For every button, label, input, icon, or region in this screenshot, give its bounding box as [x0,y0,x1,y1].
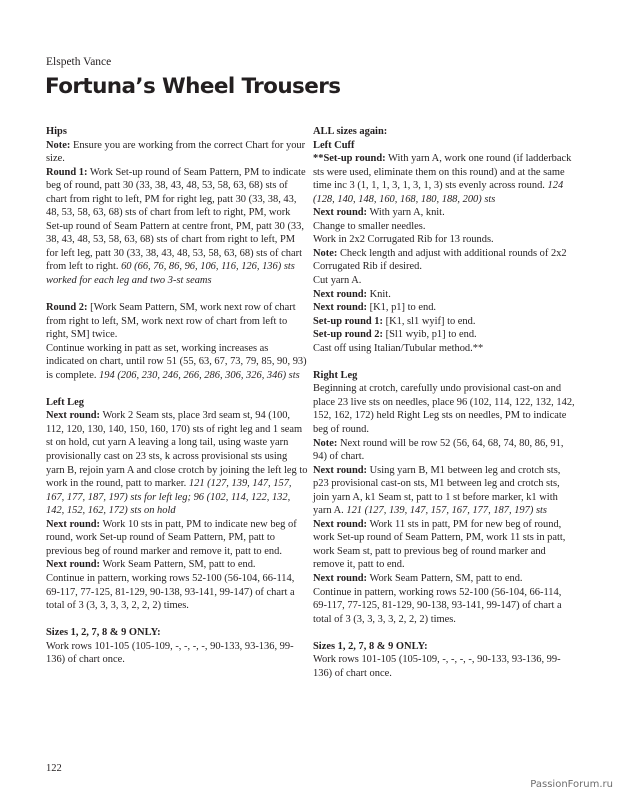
next-round-label: Next round: [313,302,368,314]
cuff-note-text: Check length and adjust with additional rounds of 2x2 Corrugated Rib if desired. [313,247,567,273]
note-label: Note: [313,437,338,449]
left-leg-round-2 [46,518,308,559]
next-round-label: Next round: [313,573,368,584]
page-number: 122 [46,763,62,774]
section-heading-left-leg: Left Leg [46,396,84,408]
setup-round-2-label: Set-up round 2: [313,329,383,341]
setup-round-2 [313,328,575,342]
next-round-label: Next round: [313,518,368,530]
hips-note [46,139,308,166]
all-sizes-heading: ALL sizes again: [313,126,388,137]
left-leg-continue: Continue in pattern, working rows 52-100 (56-104, 66-114, 69-117, 77-125, 81-129, 90-138, 93-141, 99-147) of chart a total of 3 (3, 3, 3, 3, 2, 2, 2) times. [46,572,295,612]
continue-instruction [46,342,308,383]
cuff-next-round-b [313,288,575,302]
next-round-label: Next round: [46,410,101,422]
section-heading-right-leg: Right Leg [313,369,358,381]
right-leg-round-1 [313,464,575,518]
note-text: Ensure you are working from the correct Chart for your size. [46,139,306,165]
right-leg-round-1-text: Using yarn B, M1 between leg and crotch sts, p23 provisional cast-on sts, M1 between leg and crotch sts, join yarn A, k1 Seam st, patt to 1 st before marker, k1 with yarn A. [313,464,561,517]
section-heading-hips: Hips [46,126,67,137]
right-leg-note-text: Next round will be row 52 (56, 64, 68, 74, 80, 86, 91, 94) of chart. [313,437,564,463]
right-leg-round-3 [313,572,575,586]
cuff-setup-round [313,152,575,206]
sizes-text: Work rows 101-105 (105-109, -, -, -, -, 90-133, 93-136, 99-136) of chart once. [313,654,561,679]
cuff-next-round-a [313,206,575,220]
setup-round-label: **Set-up round: [313,153,386,165]
next-round-label: Next round: [46,559,101,571]
cuff-next-round-a-text: With yarn A, knit. [367,207,445,219]
left-leg-round-1-stitch-count: 121 (127, 139, 147, 157, 167, 177, 187, 197) sts for left leg; 96 (102, 114, 122, 132, 142, 152, 162, 172) sts on hold [46,478,292,517]
setup-round-stitch-count: 124 (128, 140, 148, 160, 168, 180, 188, 200) sts [313,180,564,205]
cuff-next-round-c-text: [K1, p1] to end. [367,302,437,314]
rib-text: Work in 2x2 Corrugated Rib for 13 rounds. [313,234,494,246]
round-1-instruction [46,166,308,288]
cut-yarn-text: Cut yarn A. [313,275,362,287]
note-label: Note: [313,247,338,259]
setup-round-2-text: [Sl1 wyib, p1] to end. [383,329,477,341]
cuff-note [313,247,575,274]
round-1-label: Round 1: [46,166,88,178]
round-2-instruction [46,301,308,342]
left-leg-round-3-text: Work Seam Pattern, SM, patt to end. [100,559,256,571]
round-2-text: [Work Seam Pattern, SM, work next row of chart from right to left, SM, work next row of chart from left to right, SM] twice. [46,302,296,341]
left-column [46,125,308,667]
cuff-next-round-c [313,301,575,315]
sizes-heading: Sizes 1, 2, 7, 8 & 9 ONLY: [46,627,161,639]
next-round-label: Next round: [313,464,368,476]
right-leg-continue: Continue in pattern, working rows 52-100 (56-104, 66-114, 69-117, 77-125, 81-129, 90-138, 93-141, 99-147) of chart a total of 3 (3, 3, 3, 3, 2, 2, 2) times. [313,586,562,625]
right-leg-round-2 [313,518,575,572]
round-1-text: Work Set-up round of Seam Pattern, PM to indicate beg of round, patt 30 (33, 38, 43, 48, 53, 58, 63, 68) sts of chart from right to left, PM for right leg, patt 30 (33, 38, 43, 48, 53, 58, 63, 68) sts of chart from left to right, PM, work Set-up round of Seam Pattern at centre front, PM, patt 30 (33, 38, 43, 48, 53, 58, 63, 68) sts of chart from right to left, PM for left leg, patt 30 (33, 38, 43, 48, 53, 58, 63, 68) sts of chart from left to right. [46,166,306,273]
section-heading-left-cuff: Left Cuff [313,139,355,151]
round-2-label: Round 2: [46,302,88,314]
left-leg-round-3 [46,558,308,572]
continue-text: Continue working in patt as set, working increases as indicated on chart, until row 51 (55, 63, 67, 73, 79, 85, 90, 93) is complete. [46,342,307,381]
watermark: PassionForum.ru [530,779,613,790]
cast-off-text: Cast off using Italian/Tubular method.** [313,342,484,354]
next-round-label: Next round: [313,207,368,219]
sizes-heading: Sizes 1, 2, 7, 8 & 9 ONLY: [313,640,428,652]
continue-stitch-count: 194 (206, 230, 246, 266, 286, 306, 326, 346) sts [99,369,300,381]
setup-round-1 [313,315,575,329]
round-1-stitch-count: 60 (66, 76, 86, 96, 106, 116, 126, 136) sts worked for each leg and two 3-st seams [46,261,295,287]
page-title: Fortuna’s Wheel Trousers [45,74,341,99]
author-name: Elspeth Vance [46,56,112,68]
setup-round-1-text: [K1, sl1 wyif] to end. [383,315,476,327]
left-leg-round-1-text: Work 2 Seam sts, place 3rd seam st, 94 (100, 112, 120, 130, 140, 150, 160, 170) sts of right leg and 1 seam st on hold, cut yarn A leaving a long tail, using waste yarn provisionally cast on 23 sts, k across provisional sts using yarn B, rejoin yarn A and close crotch by joining the left leg to work in the round, patt to marker. [46,410,308,490]
note-label: Note: [46,139,71,151]
sizes-text: Work rows 101-105 (105-109, -, -, -, -, 90-133, 93-136, 99-136) of chart once. [46,640,294,666]
right-leg-round-2-text: Work 11 sts in patt, PM for new beg of round, work Set-up round of Seam Pattern, PM, work 11 sts in patt, work Seam st, patt to previous beg of round marker and remove it, patt to end. [313,518,566,571]
left-leg-round-1 [46,409,308,517]
right-column [313,125,575,680]
left-leg-round-2-text: Work 10 sts in patt, PM to indicate new beg of round, work Set-up round of Seam Pattern, PM, patt to previous beg of round marker and remove it, patt to end. [46,518,297,557]
setup-round-1-label: Set-up round 1: [313,315,383,327]
right-leg-round-1-stitch-count: 121 (127, 139, 147, 157, 167, 177, 187, 197) sts [346,505,547,517]
setup-round-text: With yarn A, work one round (if ladderback sts were used, eliminate them on this round) and at the same time inc 3 (1, 1, 1, 3, 1, 3, 1, 3) sts evenly across round. [313,153,572,192]
right-leg-round-3-text: Work Seam Pattern, SM, patt to end. [367,573,523,584]
next-round-label: Next round: [313,288,368,300]
change-needles-text: Change to smaller needles. [313,220,426,232]
right-leg-intro: Beginning at crotch, carefully undo provisional cast-on and place 23 live sts on needles, place 96 (102, 114, 122, 132, 142, 152, 162, 172) held Right Leg sts on needles, PM to indicate beg of round. [313,383,575,435]
cuff-next-round-b-text: Knit. [367,288,391,300]
right-leg-note [313,437,575,464]
next-round-label: Next round: [46,518,101,530]
